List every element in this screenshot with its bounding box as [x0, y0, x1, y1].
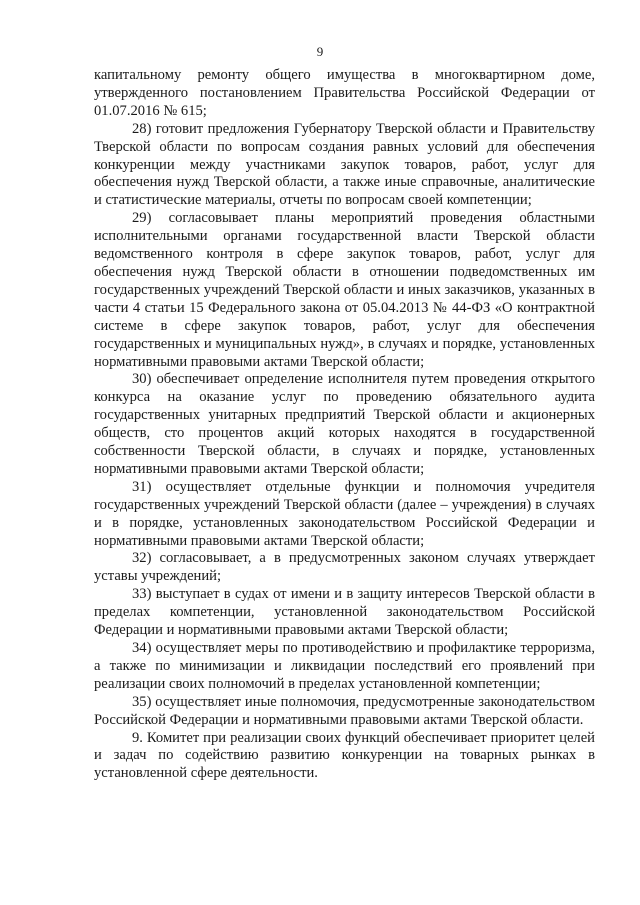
- paragraph-item-31: 31) осуществляет отдельные функции и полномочия учредителя государственных учреждений Тверской области (далее – учреждения) в случаях и в порядке, установленных законодательством Российской Федерации и нормативными правовыми актами Тверской области;: [94, 478, 595, 549]
- paragraph-continuation: капитальному ремонту общего имущества в многоквартирном доме, утвержденного постановлением Правительства Российской Федерации от 01.07.2016 № 615;: [94, 67, 595, 119]
- paragraph-item-34: 34) осуществляет меры по противодействию и профилактике терроризма, а также по минимизации и ликвидации последствий его проявлений при реализации своих полномочий в пределах установленной компетенции;: [94, 640, 595, 692]
- paragraph-item-29: 29) согласовывает планы мероприятий проведения областными исполнительными органами государственной власти Тверской области ведомственного контроля в сфере закупок товаров, работ, услуг для обеспечения нужд Тверской области в отношении подведомственных им государственных учреждений Тверской области и иных заказчиков, указанных в части 4 статьи 15 Федерального закона от 05.04.2013 № 44-ФЗ «О контрактной системе в сфере закупок товаров, работ, услуг для обеспечения государственных и муниципальных нужд», в случаях и порядке, установленных нормативными правовыми актами Тверской области;: [94, 210, 595, 370]
- paragraph-item-33: 33) выступает в судах от имени и в защиту интересов Тверской области в пределах компетенции, установленной законодательством Российской Федерации и нормативными правовыми актами Тверской области;: [94, 586, 595, 639]
- paragraph-item-28: 28) готовит предложения Губернатору Тверской области и Правительству Тверской области по вопросам создания равных условий для обеспечения конкуренции между участниками закупок товаров, работ, услуг для обеспечения нужд Тверской области, а также иные справочные, аналитические и статистические материалы, отчеты по вопросам своей компетенции;: [94, 120, 595, 209]
- document-body: [94, 67, 595, 783]
- page-number: 9: [316, 44, 324, 59]
- paragraph-item-30: 30) обеспечивает определение исполнителя путем проведения открытого конкурса на оказание услуг по проведению обязательного аудита государственных унитарных предприятий Тверской области и акционерных обществ, сто процентов акций которых находятся в государственной собственности Тверской области, в случаях и порядке, установленных нормативными правовыми актами Тверской области;: [94, 371, 595, 477]
- paragraph-section-9: 9. Комитет при реализации своих функций обеспечивает приоритет целей и задач по содействию развитию конкуренции на товарных рынках в установленной сфере деятельности.: [94, 729, 595, 782]
- paragraph-item-35: 35) осуществляет иные полномочия, предусмотренные законодательством Российской Федерации и нормативными правовыми актами Тверской области.: [94, 693, 595, 728]
- paragraph-item-32: 32) согласовывает, а в предусмотренных законом случаях утверждает уставы учреждений;: [94, 550, 595, 585]
